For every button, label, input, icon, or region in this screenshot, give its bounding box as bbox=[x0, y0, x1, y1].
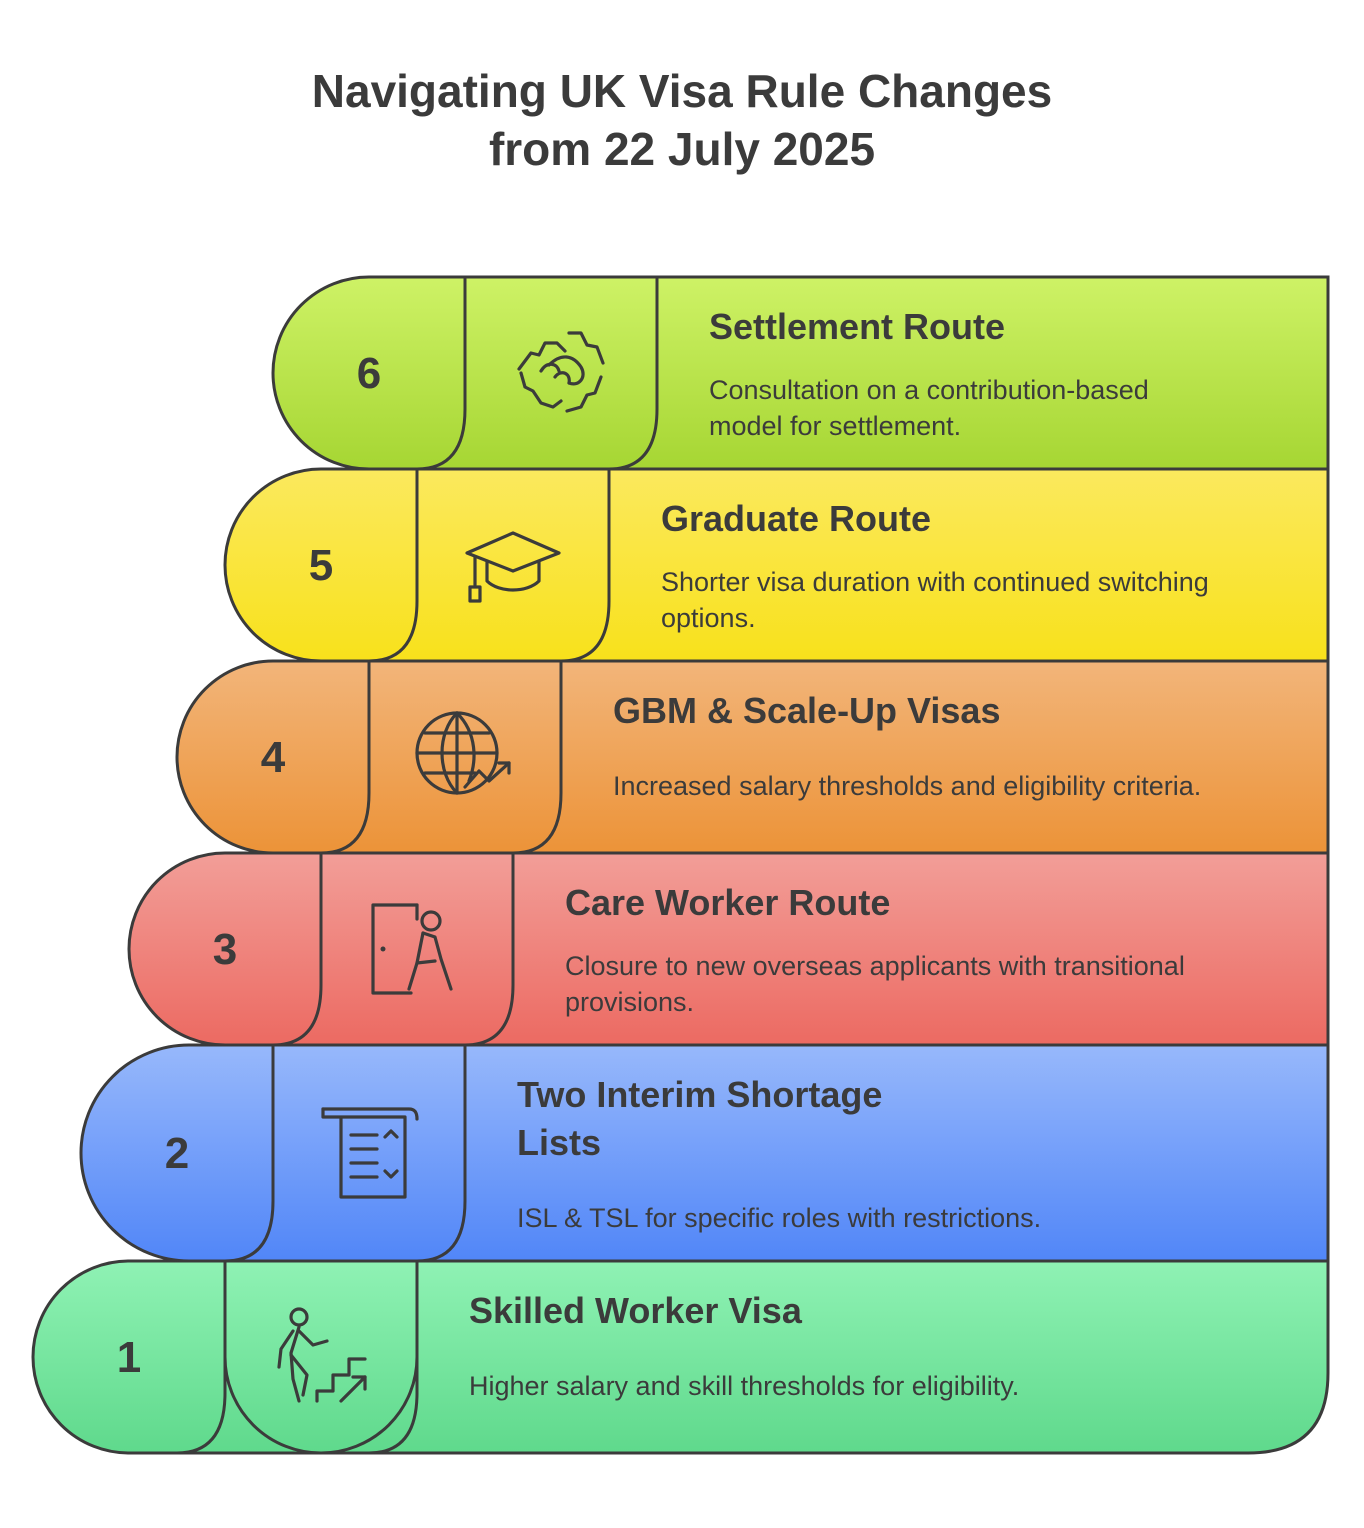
step-description: Closure to new overseas applicants with transitional bbox=[565, 951, 1185, 981]
step-heading: Two Interim Shortage bbox=[517, 1074, 883, 1115]
step-number-3: 3 bbox=[212, 925, 238, 974]
step-description: Higher salary and skill thresholds for eligibility. bbox=[469, 1371, 1020, 1401]
step-description: provisions. bbox=[565, 987, 695, 1017]
step-heading: GBM & Scale-Up Visas bbox=[613, 690, 1001, 731]
step-description: model for settlement. bbox=[709, 411, 962, 441]
step-number-4: 4 bbox=[260, 733, 286, 782]
step-number-2: 2 bbox=[164, 1129, 190, 1178]
step-heading: Care Worker Route bbox=[565, 882, 891, 923]
title-line-2: from 22 July 2025 bbox=[488, 123, 876, 175]
step-heading: Lists bbox=[517, 1122, 602, 1163]
step-heading: Settlement Route bbox=[709, 306, 1006, 347]
step-description: options. bbox=[661, 603, 756, 633]
step-description: ISL & TSL for specific roles with restrictions. bbox=[517, 1203, 1042, 1233]
title-line-1: Navigating UK Visa Rule Changes bbox=[311, 65, 1053, 117]
step-description: Consultation on a contribution-based bbox=[709, 375, 1149, 405]
step-description: Increased salary thresholds and eligibility criteria. bbox=[613, 771, 1202, 801]
step-heading: Skilled Worker Visa bbox=[469, 1290, 802, 1331]
step-heading: Graduate Route bbox=[661, 498, 932, 539]
step-number-5: 5 bbox=[308, 541, 334, 590]
step-number-1: 1 bbox=[116, 1333, 142, 1382]
step-description: Shorter visa duration with continued switching bbox=[661, 567, 1209, 597]
step-number-6: 6 bbox=[356, 349, 382, 398]
